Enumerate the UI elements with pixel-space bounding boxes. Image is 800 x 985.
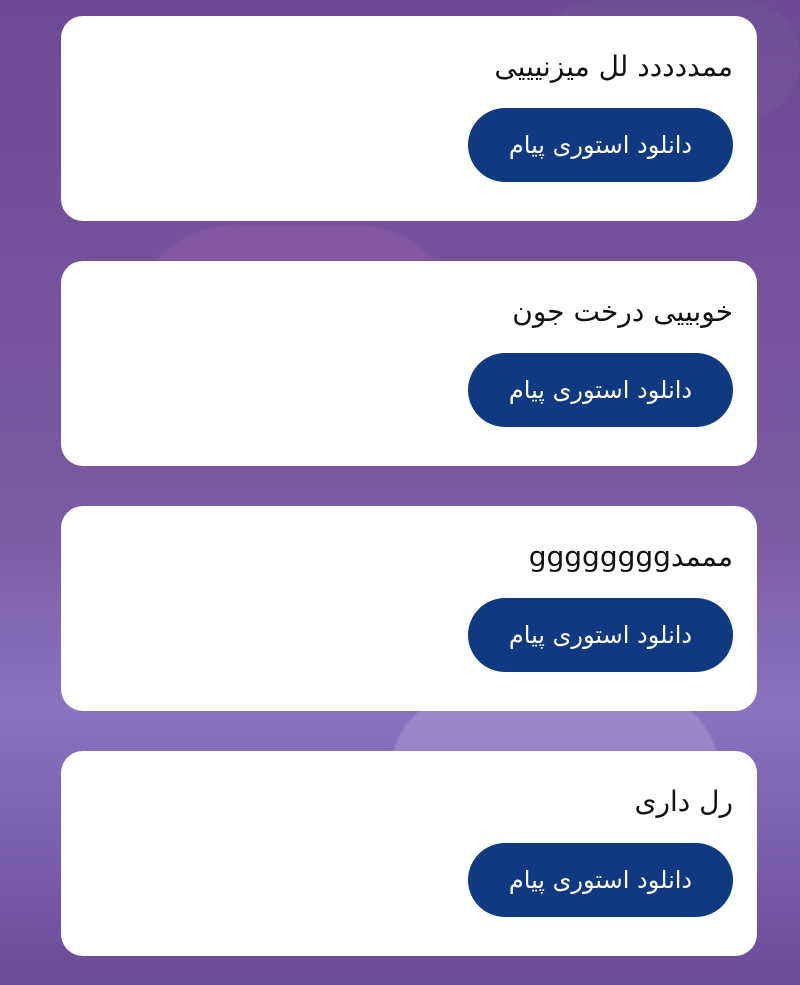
download-story-button[interactable]: دانلود استوری پیام [468,598,733,672]
message-title: رل داری [634,785,733,818]
message-title: ممددددد لل میزنیییی [494,50,733,83]
message-title: مممدgggggggg [528,540,733,573]
story-message-card [61,751,757,956]
message-title: خوبییی درخت جون [512,295,733,328]
story-message-card [61,261,757,466]
download-story-button[interactable]: دانلود استوری پیام [468,108,733,182]
download-story-button[interactable]: دانلود استوری پیام [468,843,733,917]
story-message-list [61,16,757,985]
story-message-card [61,16,757,221]
download-story-button[interactable]: دانلود استوری پیام [468,353,733,427]
story-message-card [61,506,757,711]
